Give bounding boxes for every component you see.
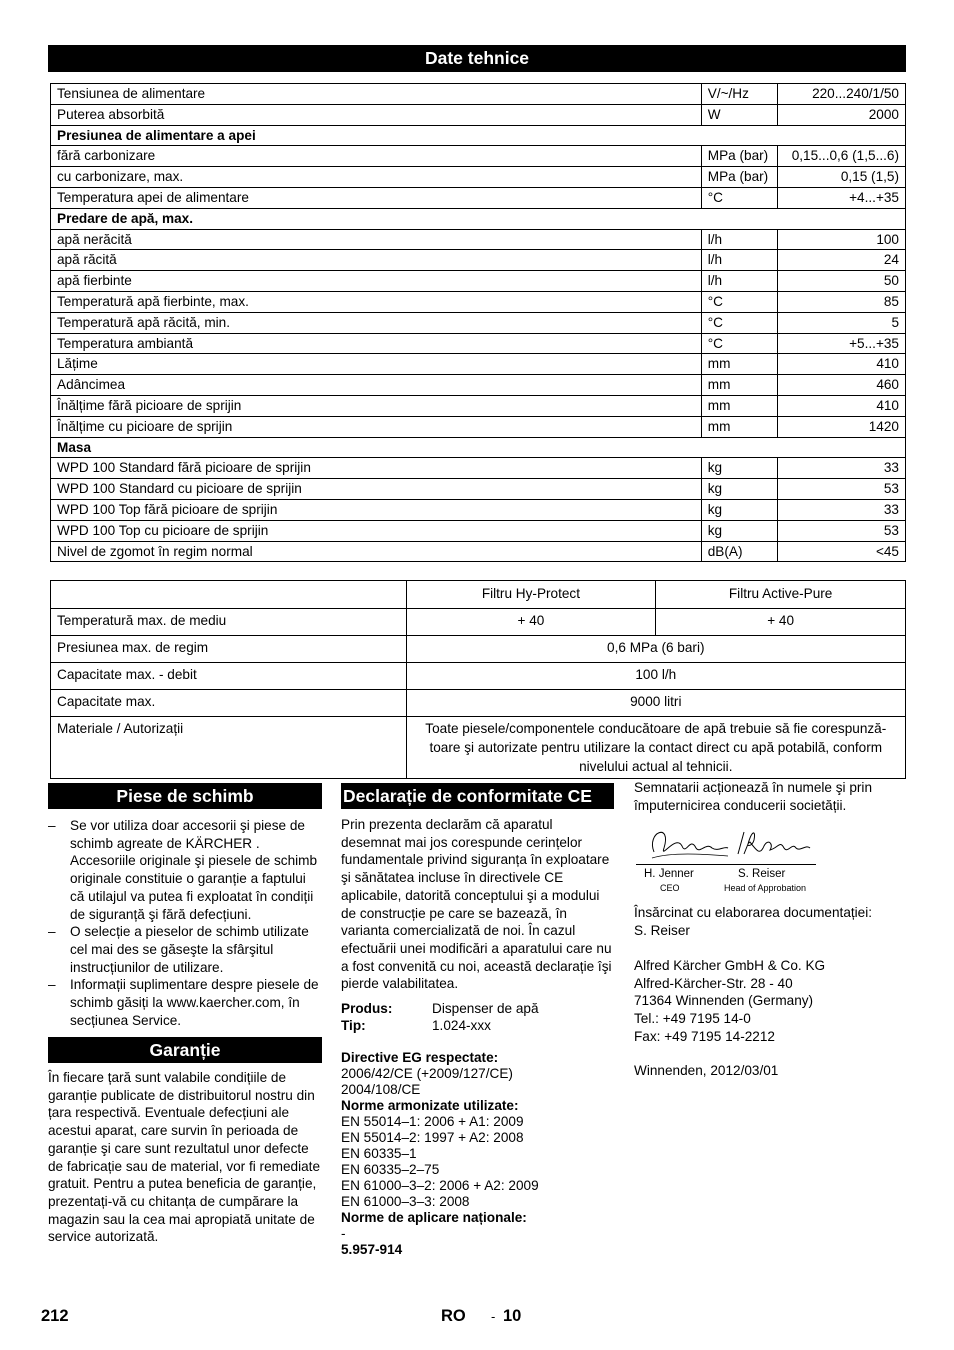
parameter-label: apă răcită xyxy=(51,250,702,271)
value-cell: <45 xyxy=(777,541,905,562)
value-cell: 33 xyxy=(777,458,905,479)
signatory-1-role: CEO xyxy=(660,883,680,894)
list-item-text: Se vor utiliza doar accesorii şi piese de schimb agreate de KÄRCHER . Accesoriile originale şi piesele de schimb originale constituie o garanție a faptului că utilajul va putea fi exploatat în condiții de siguranță şi fără defecțiuni. xyxy=(70,818,318,922)
table-row xyxy=(51,333,906,354)
signatory-1-name: H. Jenner xyxy=(644,868,694,881)
signatories-section xyxy=(634,779,909,1080)
unit-cell: W xyxy=(701,104,777,125)
unit-cell: kg xyxy=(701,499,777,520)
warranty-section xyxy=(48,1037,322,1246)
section-label: Masa xyxy=(51,437,906,458)
value-cell: 220...240/1/50 xyxy=(777,84,905,105)
parameter-label: WPD 100 Standard fără picioare de sprijin xyxy=(51,458,702,479)
section-page-number: 10 xyxy=(503,1307,522,1325)
table-row xyxy=(51,104,906,125)
address-line: Tel.: +49 7195 14-0 xyxy=(634,1010,751,1026)
directive-item: 2006/42/CE (+2009/127/CE) xyxy=(341,1066,513,1082)
unit-cell: °C xyxy=(701,187,777,208)
table-row xyxy=(51,271,906,292)
filter-header-cell: Filtru Active-Pure xyxy=(656,581,906,609)
national-norms-value: - xyxy=(341,1226,346,1242)
filter-row xyxy=(51,717,906,779)
address-line: 71364 Winnenden (Germany) xyxy=(634,993,814,1009)
unit-cell: mm xyxy=(701,395,777,416)
value-cell: 85 xyxy=(777,291,905,312)
section-label: Presiunea de alimentare a apei xyxy=(51,125,906,146)
documentation-label: Însărcinat cu elaborarea documentației: xyxy=(634,905,873,921)
product-label: Produs: xyxy=(341,1001,393,1017)
value-cell: 0,15 (1,5) xyxy=(777,167,905,188)
declaration-intro: Prin prezenta declarăm că aparatul desemnat mai jos corespunde cerințelor fundamentale privind siguranța în exploatare şi sănătatea incluse în directivele CE aplicabile, datorită conceptului şi a modului de construcție pe care se bazează, în varianta comercializată de noi. În cazul efectuării unei modificări a aparatului care nu a fost convenită cu noi, această declarație îşi pierde valabilitatea. xyxy=(341,817,612,992)
document-number: 5.957-914 xyxy=(341,1242,403,1258)
type-value: 1.024-xxx xyxy=(432,1017,491,1033)
list-item xyxy=(48,923,322,976)
parameter-label: Înălțime fără picioare de sprijin xyxy=(51,395,702,416)
warranty-text: În fiecare țară sunt valabile condițiile de garanție publicate de distribuitorul nostru din țara respectivă. Eventuale defecțiuni ale acestui aparat, care survin în perioada de garanție şi care sunt rezultatul unor defecte de fabricație sau de material, vor fi remediate gratuit. Pentru a putea beneficia de garanție, prezentați-vă cu chitanța de cumpărare la magazin sau la cea mai apropiată unitate de service autorizată. xyxy=(48,1070,321,1245)
filter-table xyxy=(50,580,906,779)
norm-item: EN 55014–1: 2006 + A1: 2009 xyxy=(341,1114,524,1130)
table-row xyxy=(51,354,906,375)
unit-cell: kg xyxy=(701,479,777,500)
filter-parameter-label: Materiale / Autorizații xyxy=(51,717,407,779)
section-label: Predare de apă, max. xyxy=(51,208,906,229)
table-row xyxy=(51,167,906,188)
parameter-label: apă nerăcită xyxy=(51,229,702,250)
declaration-section xyxy=(341,783,614,1258)
parameter-label: cu carbonizare, max. xyxy=(51,167,702,188)
directives-list xyxy=(341,1066,614,1098)
national-norms-label: Norme de aplicare naționale: xyxy=(341,1210,527,1226)
signature-jenner-image xyxy=(642,822,732,866)
table-section-row xyxy=(51,125,906,146)
type-row xyxy=(341,1018,614,1035)
table-row xyxy=(51,416,906,437)
signature-reiser-image xyxy=(734,826,814,866)
type-label: Tip: xyxy=(341,1017,366,1033)
value-cell: 33 xyxy=(777,499,905,520)
address-line: Alfred Kärcher GmbH & Co. KG xyxy=(634,957,826,973)
norm-item: EN 60335–1 xyxy=(341,1146,417,1162)
filter-header-row xyxy=(51,581,906,609)
filter-row xyxy=(51,609,906,636)
unit-cell: kg xyxy=(701,458,777,479)
address-line: Fax: +49 7195 14-2212 xyxy=(634,1028,775,1044)
spare-parts-section xyxy=(48,783,322,1029)
value-cell: 2000 xyxy=(777,104,905,125)
spare-parts-list xyxy=(48,817,322,1029)
table-row xyxy=(51,499,906,520)
norms-label: Norme armonizate utilizate: xyxy=(341,1098,519,1114)
value-cell: 410 xyxy=(777,354,905,375)
unit-cell: dB(A) xyxy=(701,541,777,562)
parameter-label: Temperatura ambiantă xyxy=(51,333,702,354)
unit-cell: mm xyxy=(701,375,777,396)
filter-parameter-label: Capacitate max. - debit xyxy=(51,663,407,690)
unit-cell: l/h xyxy=(701,250,777,271)
directive-item: 2004/108/CE xyxy=(341,1082,421,1098)
filter-row xyxy=(51,690,906,717)
filter-row xyxy=(51,663,906,690)
directives-label: Directive EG respectate: xyxy=(341,1050,499,1066)
filter-merged-value: Toate piesele/componentele conducătoare de apă trebuie să fie corespunză-toare şi autorizate pentru utilizare la contact direct cu apă potabilă, conform nivelului actual al tehnicii. xyxy=(406,717,905,779)
unit-cell: °C xyxy=(701,333,777,354)
signatories-intro: Semnatarii acționează în numele şi prin împuternicirea conducerii societății. xyxy=(634,780,873,813)
unit-cell: V/~/Hz xyxy=(701,84,777,105)
product-value: Dispenser de apă xyxy=(432,1001,539,1017)
table-section-row xyxy=(51,437,906,458)
filter-header-cell: Filtru Hy-Protect xyxy=(406,581,656,609)
table-row xyxy=(51,458,906,479)
unit-cell: mm xyxy=(701,354,777,375)
parameter-label: apă fierbinte xyxy=(51,271,702,292)
parameter-label: Temperatura apei de alimentare xyxy=(51,187,702,208)
table-section-row xyxy=(51,208,906,229)
parameter-label: Tensiunea de alimentare xyxy=(51,84,702,105)
signatory-2-role: Head of Approbation xyxy=(724,883,807,894)
value-cell: +4...+35 xyxy=(777,187,905,208)
parameter-label: WPD 100 Top fără picioare de sprijin xyxy=(51,499,702,520)
bullet-dash: – xyxy=(48,818,56,833)
spare-parts-heading: Piese de schimb xyxy=(48,783,322,809)
unit-cell: MPa (bar) xyxy=(701,167,777,188)
parameter-label: Înălțime cu picioare de sprijin xyxy=(51,416,702,437)
filter-merged-value: 100 l/h xyxy=(406,663,905,690)
norms-list xyxy=(341,1114,614,1210)
parameter-label: Puterea absorbită xyxy=(51,104,702,125)
table-row xyxy=(51,250,906,271)
parameter-label: Nivel de zgomot în regim normal xyxy=(51,541,702,562)
parameter-label: WPD 100 Top cu picioare de sprijin xyxy=(51,520,702,541)
table-row xyxy=(51,84,906,105)
table-row xyxy=(51,520,906,541)
norm-item: EN 55014–2: 1997 + A2: 2008 xyxy=(341,1130,524,1146)
value-cell: 100 xyxy=(777,229,905,250)
table-row xyxy=(51,479,906,500)
value-cell: 53 xyxy=(777,479,905,500)
table-row xyxy=(51,395,906,416)
declaration-heading: Declarație de conformitate CE xyxy=(341,783,614,809)
bullet-dash: – xyxy=(48,924,56,940)
parameter-label: Temperatură apă fierbinte, max. xyxy=(51,291,702,312)
company-address xyxy=(634,957,909,1046)
page-title: Date tehnice xyxy=(48,45,906,72)
documentation-person: S. Reiser xyxy=(634,923,690,939)
unit-cell: °C xyxy=(701,312,777,333)
filter-header-cell xyxy=(51,581,407,609)
table-row xyxy=(51,541,906,562)
table-row xyxy=(51,187,906,208)
filter-parameter-label: Temperatură max. de mediu xyxy=(51,609,407,636)
list-item xyxy=(48,976,322,1029)
value-cell: 24 xyxy=(777,250,905,271)
value-cell: +5...+35 xyxy=(777,333,905,354)
table-row xyxy=(51,291,906,312)
table-row xyxy=(51,146,906,167)
footer-separator: - xyxy=(491,1309,496,1324)
filter-parameter-label: Capacitate max. xyxy=(51,690,407,717)
value-cell: 0,15...0,6 (1,5...6) xyxy=(777,146,905,167)
value-cell: 410 xyxy=(777,395,905,416)
value-cell: 53 xyxy=(777,520,905,541)
value-cell: 50 xyxy=(777,271,905,292)
unit-cell: mm xyxy=(701,416,777,437)
value-cell: 5 xyxy=(777,312,905,333)
parameter-label: Adâncimea xyxy=(51,375,702,396)
filter-merged-value: 0,6 MPa (6 bari) xyxy=(406,636,905,663)
parameter-label: fără carbonizare xyxy=(51,146,702,167)
page-number: 212 xyxy=(41,1307,69,1325)
value-cell: 1420 xyxy=(777,416,905,437)
bullet-dash: – xyxy=(48,977,56,993)
unit-cell: l/h xyxy=(701,229,777,250)
table-row xyxy=(51,375,906,396)
product-row xyxy=(341,1001,614,1018)
value-cell: 460 xyxy=(777,375,905,396)
parameter-label: WPD 100 Standard cu picioare de sprijin xyxy=(51,479,702,500)
warranty-heading: Garanție xyxy=(48,1037,322,1063)
technical-data-table xyxy=(50,83,906,562)
list-item xyxy=(48,817,322,923)
filter-merged-value: 9000 litri xyxy=(406,690,905,717)
place-date: Winnenden, 2012/03/01 xyxy=(634,1063,779,1079)
unit-cell: °C xyxy=(701,291,777,312)
table-row xyxy=(51,229,906,250)
language-code: RO xyxy=(441,1307,466,1325)
signatory-2-name: S. Reiser xyxy=(738,868,786,881)
table-row xyxy=(51,312,906,333)
unit-cell: l/h xyxy=(701,271,777,292)
parameter-label: Temperatură apă răcită, min. xyxy=(51,312,702,333)
list-item-text: Informații suplimentare despre piesele de schimb găsiți la www.kaercher.com, în secțiunea Service. xyxy=(70,977,319,1028)
filter-value-cell: + 40 xyxy=(656,609,906,636)
unit-cell: MPa (bar) xyxy=(701,146,777,167)
unit-cell: kg xyxy=(701,520,777,541)
parameter-label: Lățime xyxy=(51,354,702,375)
norm-item: EN 60335–2–75 xyxy=(341,1162,440,1178)
signatures xyxy=(634,820,909,894)
filter-row xyxy=(51,636,906,663)
filter-parameter-label: Presiunea max. de regim xyxy=(51,636,407,663)
norm-item: EN 61000–3–3: 2008 xyxy=(341,1194,470,1210)
filter-value-cell: + 40 xyxy=(406,609,656,636)
list-item-text: O selecție a pieselor de schimb utilizate cel mai des se găseşte la sfârşitul instrucțiunilor de utilizare. xyxy=(70,924,309,975)
address-line: Alfred-Kärcher-Str. 28 - 40 xyxy=(634,975,793,991)
norm-item: EN 61000–3–2: 2006 + A2: 2009 xyxy=(341,1178,539,1194)
